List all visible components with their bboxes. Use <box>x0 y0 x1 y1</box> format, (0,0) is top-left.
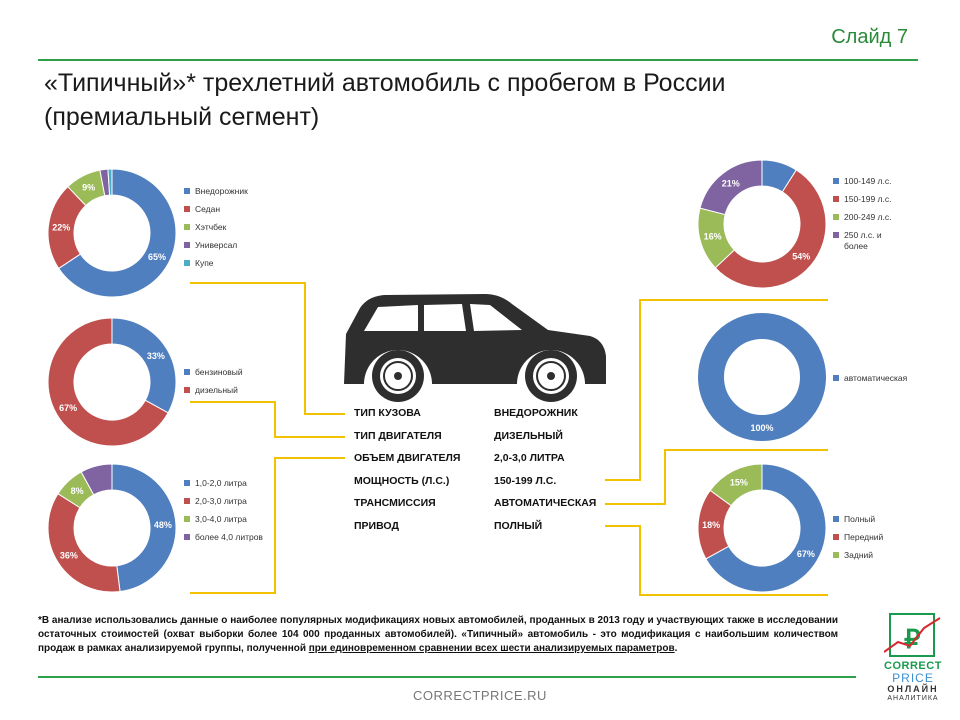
legend-item <box>184 474 264 492</box>
spec-value: 150-199 Л.С. <box>494 474 557 487</box>
legend-item <box>833 190 903 208</box>
donut-5-label-2: 15% <box>729 477 748 488</box>
legend-swatch <box>184 224 190 230</box>
donut-1-label-0: 33% <box>146 351 165 362</box>
slide-number: Слайд 7 <box>831 26 908 48</box>
legend-item <box>184 218 264 236</box>
legend-item <box>184 200 264 218</box>
svg-text:₽: ₽ <box>904 624 921 654</box>
legend-label: Передний <box>844 531 884 542</box>
legend-label: 1,0-2,0 литра <box>195 477 247 488</box>
bottom-divider <box>38 676 856 678</box>
legend-swatch <box>833 516 839 522</box>
legend-label: 2,0-3,0 литра <box>195 495 247 506</box>
legend-label: 200-249 л.с. <box>844 211 892 222</box>
spec-label: ОБЪЕМ ДВИГАТЕЛЯ <box>354 452 461 465</box>
slide-title: «Типичный»* трехлетний автомобиль с пробегом в России (премиальный сегмент) <box>44 69 726 131</box>
legend-label: более 4,0 литров <box>195 531 263 542</box>
donut-1-slice-0 <box>112 318 176 413</box>
legend-item <box>184 381 264 399</box>
donut-0-label-1: 22% <box>52 222 71 233</box>
donut-5-label-1: 18% <box>702 519 721 530</box>
donut-2-label-0: 48% <box>153 519 172 530</box>
legend-swatch <box>184 242 190 248</box>
legend-item <box>833 172 903 190</box>
legend-label: 250 л.с. и более <box>844 229 882 251</box>
legend-label: автоматическая <box>844 372 908 383</box>
footnote-underlined: при единовременном сравнении всех шести анализируемых параметров <box>308 643 675 654</box>
donut-2-label-1: 36% <box>59 550 78 561</box>
donut-2-label-2: 8% <box>70 485 84 496</box>
footer-site: CORRECTPRICE.RU <box>413 688 547 703</box>
legend-swatch <box>184 498 190 504</box>
correctprice-logo-icon <box>884 612 944 660</box>
logo-line1: CORRECT <box>884 660 942 672</box>
spec-label: ПРИВОД <box>354 520 399 532</box>
spec-value: ПОЛНЫЙ <box>494 520 543 532</box>
car-silhouette-icon <box>344 294 606 402</box>
legend-item <box>184 254 264 272</box>
legend-swatch <box>184 369 190 375</box>
legend-body-type <box>184 182 264 272</box>
legend-item <box>184 236 264 254</box>
donut-3-label-3: 21% <box>721 178 740 189</box>
legend-swatch <box>184 260 190 266</box>
legend-item <box>184 363 264 381</box>
legend-swatch <box>184 480 190 486</box>
spec-value: АВТОМАТИЧЕСКАЯ <box>494 497 597 510</box>
donut-2-slice-1 <box>48 494 120 592</box>
legend-swatch <box>184 534 190 540</box>
legend-engine-type <box>184 363 264 399</box>
logo-line3: ОНЛАЙН <box>887 684 939 694</box>
legend-swatch <box>833 178 839 184</box>
logo-line2: PRICE <box>892 671 934 685</box>
legend-transmission <box>833 369 933 387</box>
legend-item <box>184 492 264 510</box>
donut-0-label-0: 65% <box>147 252 166 263</box>
legend-power <box>833 172 903 255</box>
legend-drive <box>833 510 913 564</box>
donut-0-label-2: 9% <box>82 182 96 193</box>
spec-label: МОЩНОСТЬ (Л.С.) <box>354 474 450 487</box>
legend-label: Задний <box>844 549 874 560</box>
donut-3-label-1: 54% <box>792 251 811 262</box>
spec-label: ТИП КУЗОВА <box>354 407 421 419</box>
legend-swatch <box>833 534 839 540</box>
legend-swatch <box>833 375 839 381</box>
spec-value: 2,0-3,0 ЛИТРА <box>494 452 565 465</box>
legend-item <box>833 546 913 564</box>
legend-swatch <box>184 188 190 194</box>
legend-swatch <box>833 232 839 238</box>
legend-item <box>833 528 913 546</box>
legend-label: Хэтчбек <box>195 221 227 232</box>
legend-item <box>184 510 264 528</box>
legend-label: Внедорожник <box>195 185 248 196</box>
legend-swatch <box>833 552 839 558</box>
footnote-end: . <box>674 643 678 654</box>
legend-swatch <box>184 516 190 522</box>
legend-label: Седан <box>195 203 221 214</box>
legend-label: 100-149 л.с. <box>844 175 892 186</box>
donut-1-label-1: 67% <box>59 402 78 413</box>
legend-item <box>833 208 903 226</box>
legend-swatch <box>833 196 839 202</box>
legend-label: Универсал <box>195 239 238 250</box>
logo-line4: АНАЛИТИКА <box>887 695 939 702</box>
legend-engine-volume <box>184 474 264 546</box>
spec-label: ТИП ДВИГАТЕЛЯ <box>354 429 442 442</box>
spec-label: ТРАНСМИССИЯ <box>354 497 436 510</box>
legend-swatch <box>833 214 839 220</box>
legend-label: 150-199 л.с. <box>844 193 892 204</box>
footnote-text: *В анализе использовались данные о наиболее популярных модификациях новых автомобилей, проданных в 2013 году и участвующих также в исследовании остаточных стоимостей (охват выборки более 104 000 проданных автомобилей). «Типичный» автомобиль - это модификация с наибольшим количеством продаж в рамках анализируемой группы, полученной <box>38 615 838 654</box>
legend-label: Полный <box>844 513 876 524</box>
donut-4-slice-0 <box>711 326 813 428</box>
legend-item <box>833 226 903 255</box>
spec-value: ВНЕДОРОЖНИК <box>494 407 578 419</box>
legend-item <box>184 528 264 546</box>
footnote <box>38 614 838 656</box>
legend-item <box>833 510 913 528</box>
logo-text <box>878 660 948 703</box>
connector-engine-type <box>190 402 345 437</box>
donut-4-label-0: 100% <box>750 423 774 433</box>
spec-value: ДИЗЕЛЬНЫЙ <box>494 429 563 442</box>
legend-label: дизельный <box>195 384 238 395</box>
legend-label: 3,0-4,0 литра <box>195 513 247 524</box>
donut-5-label-0: 67% <box>796 548 815 559</box>
legend-swatch <box>184 206 190 212</box>
legend-item <box>833 369 933 387</box>
donut-3-label-2: 16% <box>703 231 722 242</box>
legend-label: Купе <box>195 257 214 268</box>
legend-label: бензиновый <box>195 366 243 377</box>
legend-item <box>184 182 264 200</box>
legend-swatch <box>184 387 190 393</box>
